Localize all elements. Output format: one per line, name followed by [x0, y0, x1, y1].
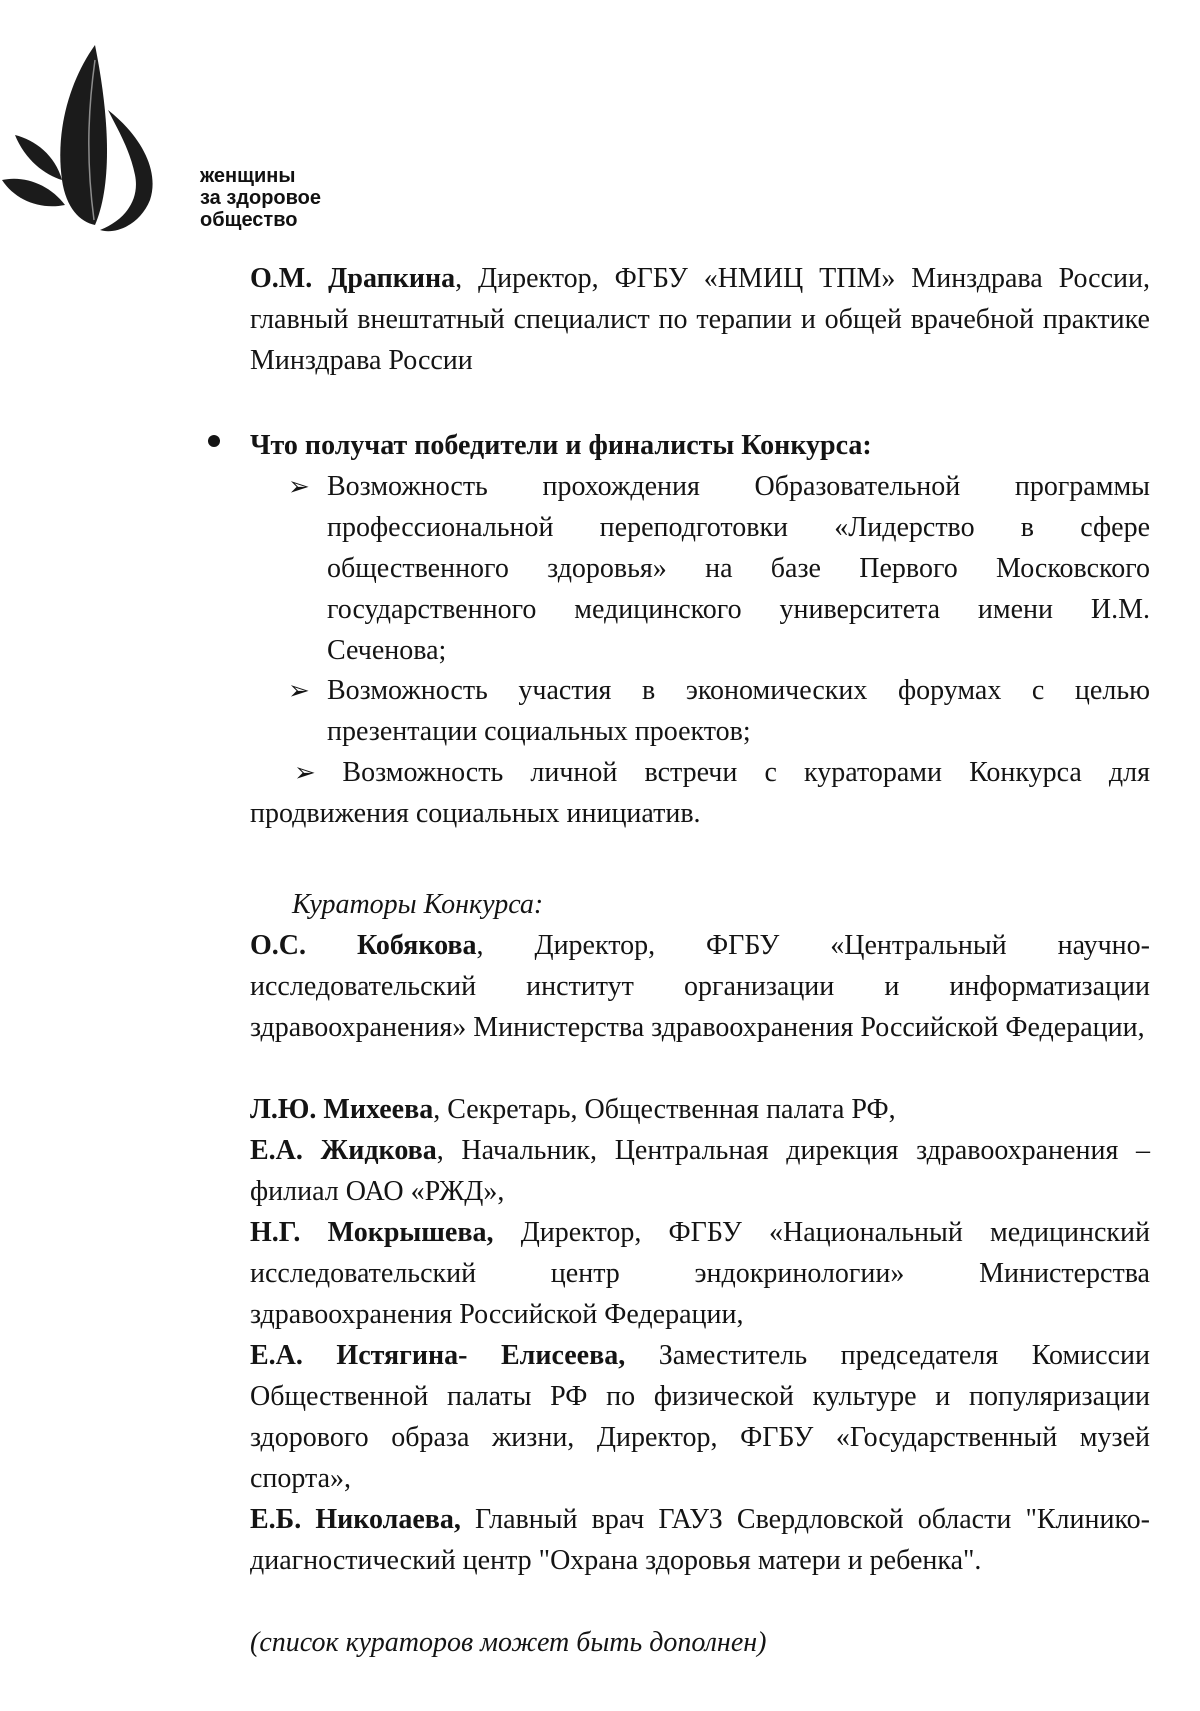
intro-name: О.М. Драпкина	[250, 263, 456, 294]
curator-text: Главный врач ГАУЗ Свердловской области "Клинико-диагностический центр "Охрана здоровья матери и ребенка".	[250, 1504, 1150, 1576]
logo-wordmark	[200, 165, 321, 231]
curator-name: Е.А. Жидкова	[250, 1135, 437, 1166]
curators-heading: Кураторы Конкурса:	[292, 889, 544, 920]
curator-text: , Секретарь, Общественная палата РФ,	[433, 1094, 896, 1125]
benefit-item-3-text: Возможность личной встречи с кураторами Конкурса для продвижения социальных инициатив.	[250, 757, 1150, 829]
curator-name: Н.Г. Мокрышева,	[250, 1217, 494, 1248]
curator-2	[250, 1089, 1150, 1130]
curator-name: Е.А. Истягина- Елисеева,	[250, 1340, 626, 1371]
benefit-item-3	[250, 752, 1150, 834]
benefit-item-2: Возможность участия в экономических форумах с целью презентации социальных проектов;	[327, 675, 1150, 747]
curator-text: , Начальник, Центральная дирекция здравоохранения – филиал ОАО «РЖД»,	[250, 1135, 1150, 1207]
curator-4	[250, 1212, 1150, 1335]
bullet-icon	[208, 435, 220, 447]
arrow-bullet-icon: ➢	[294, 758, 343, 787]
organization-logo-leaves-icon	[0, 40, 200, 240]
intro-text: , Директор, ФГБУ «НМИЦ ТПМ» Минздрава России, главный внештатный специалист по терапии и общей врачебной практике Минздрава России	[250, 263, 1150, 376]
arrow-bullet-icon: ➢	[288, 472, 310, 501]
intro-paragraph	[250, 258, 1150, 381]
curator-5	[250, 1335, 1150, 1499]
logo-line-1: женщины	[200, 165, 296, 187]
arrow-bullet-icon: ➢	[288, 676, 310, 705]
curator-text: , Директор, ФГБУ «Центральный научно-исследовательский институт организации и информатизации здравоохранения» Министерства здравоохранения Российской Федерации,	[250, 930, 1150, 1043]
benefits-heading: Что получат победители и финалисты Конкурса:	[250, 430, 872, 461]
logo-line-2: за здоровое	[200, 187, 322, 209]
curators-note: (список кураторов может быть дополнен)	[250, 1627, 767, 1658]
curator-3	[250, 1130, 1150, 1212]
curator-text: Заместитель председателя Комиссии Общественной палаты РФ по физической культуре и популяризации здорового образа жизни, Директор, ФГБУ «Государственный музей спорта»,	[250, 1340, 1150, 1494]
logo-line-3: общество	[200, 209, 298, 231]
curator-name: О.С. Кобякова	[250, 930, 477, 961]
curator-name: Л.Ю. Михеева	[250, 1094, 434, 1125]
curator-text: Директор, ФГБУ «Национальный медицинский исследовательский центр эндокринологии» Министерства здравоохранения Российской Федерации,	[250, 1217, 1150, 1330]
benefit-item-1: Возможность прохождения Образовательной программы профессиональной переподготовки «Лидерство в сфере общественного здоровья» на базе Первого Московского государственного медицинского университета имени И.М. Сеченова;	[327, 471, 1150, 666]
curator-1	[250, 925, 1150, 1048]
curator-name: Е.Б. Николаева,	[250, 1504, 461, 1535]
curator-6	[250, 1499, 1150, 1581]
